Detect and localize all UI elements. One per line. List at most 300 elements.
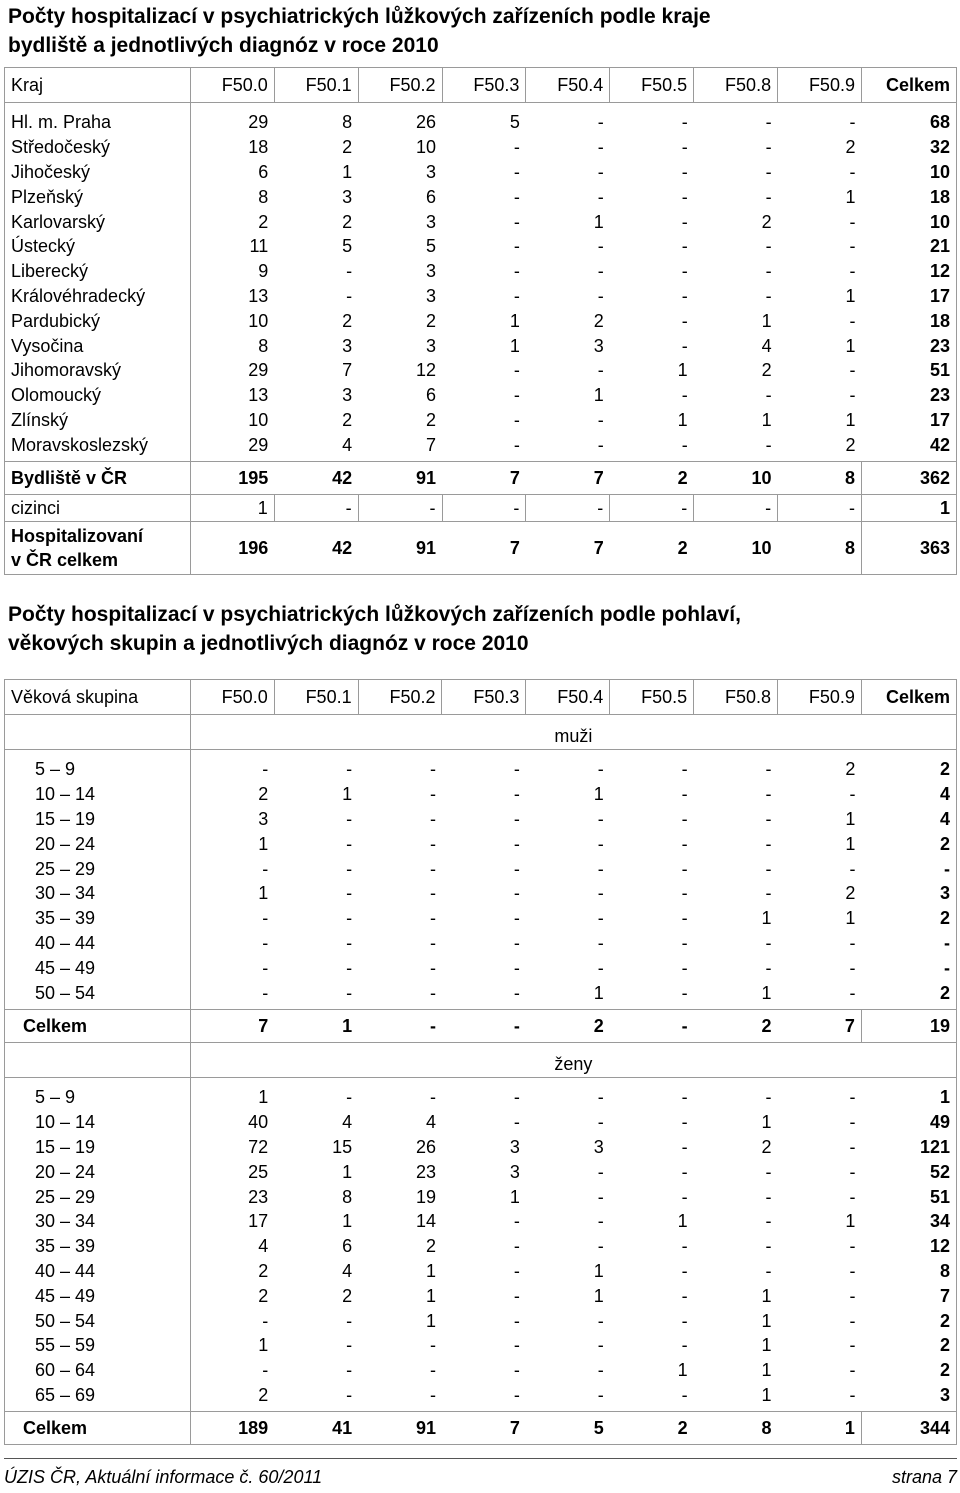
- table-cell: 1: [425, 1310, 436, 1331]
- row-total: 12: [861, 1234, 956, 1259]
- table-cell: 3: [426, 211, 437, 232]
- table-cell: 1: [845, 808, 856, 829]
- row-label: 5 – 9: [5, 1077, 191, 1109]
- table-cell: -: [765, 1236, 772, 1257]
- table-cell: -: [597, 1161, 604, 1182]
- table-cell: -: [358, 1009, 442, 1042]
- header-total: Celkem: [861, 68, 956, 103]
- group-spacer: [5, 1042, 191, 1077]
- table-cell: -: [597, 808, 604, 829]
- row-total: 23: [861, 383, 956, 408]
- table-cell: -: [358, 1383, 442, 1412]
- table-cell: -: [849, 932, 856, 953]
- table-cell: 6: [258, 161, 269, 182]
- table-cell: -: [694, 495, 778, 522]
- table-cell: 1: [342, 784, 353, 805]
- table-cell: 1: [509, 335, 520, 356]
- table-cell: -: [849, 1260, 856, 1281]
- table-cell: 1: [845, 1211, 856, 1232]
- table-row: [5, 856, 957, 881]
- table-row: [5, 383, 957, 408]
- table-cell: 41: [274, 1412, 358, 1445]
- row-total: 4: [861, 807, 956, 832]
- header-diagnosis: F50.4: [526, 680, 610, 715]
- table-row: [5, 1135, 957, 1160]
- table-cell: -: [358, 980, 442, 1009]
- table-cell: 1: [593, 1285, 604, 1306]
- table-cell: -: [429, 957, 436, 978]
- row-total: 51: [861, 1184, 956, 1209]
- table-cell: 1: [845, 833, 856, 854]
- table-cell: 3: [509, 1161, 520, 1182]
- table-header-row: [5, 68, 957, 103]
- row-total: 2: [861, 831, 956, 856]
- table-cell: 2: [258, 784, 269, 805]
- row-label: Liberecký: [5, 259, 191, 284]
- table-cell: 91: [358, 522, 442, 575]
- table-cell: 8: [258, 335, 269, 356]
- table-cell: -: [429, 784, 436, 805]
- row-total: 18: [861, 184, 956, 209]
- table-cell: 2: [426, 310, 437, 331]
- table-cell: 23: [248, 1186, 269, 1207]
- row-label: 50 – 54: [5, 980, 191, 1009]
- table-cell: -: [765, 236, 772, 257]
- table-cell: 7: [358, 432, 442, 461]
- row-label: Pardubický: [5, 308, 191, 333]
- table-cell: -: [681, 858, 688, 879]
- table-cell: 2: [342, 211, 353, 232]
- table-row: [5, 980, 957, 1009]
- table-cell: -: [681, 335, 688, 356]
- row-label: Královéhradecký: [5, 284, 191, 309]
- table-cell: 1: [425, 1285, 436, 1306]
- table-cell: 3: [342, 186, 353, 207]
- row-label: 20 – 24: [5, 831, 191, 856]
- table-cell: -: [849, 261, 856, 282]
- table-cell: -: [513, 1087, 520, 1108]
- table-cell: 2: [342, 137, 353, 158]
- table-cell: -: [597, 1360, 604, 1381]
- table-cell: 1: [694, 980, 778, 1009]
- table-cell: 1: [425, 1260, 436, 1281]
- row-total: 17: [861, 408, 956, 433]
- header-diagnosis: F50.4: [526, 68, 610, 103]
- table-row: [5, 135, 957, 160]
- table-cell: -: [346, 808, 353, 829]
- table-row: [5, 1259, 957, 1284]
- table-cell: -: [681, 1136, 688, 1157]
- table-cell: 1: [274, 1009, 358, 1042]
- table-row: [5, 1333, 957, 1358]
- table-cell: -: [513, 784, 520, 805]
- table-cell: -: [765, 858, 772, 879]
- table-cell: 13: [248, 385, 269, 406]
- row-label: Jihočeský: [5, 160, 191, 185]
- table-cell: -: [513, 932, 520, 953]
- table-row: [5, 906, 957, 931]
- table-cell: 1: [761, 1285, 772, 1306]
- row-label: Hospitalizovaní v ČR celkem: [5, 522, 191, 575]
- table-cell: 7: [442, 1412, 526, 1445]
- table-cell: 72: [248, 1136, 269, 1157]
- table-cell: -: [681, 1260, 688, 1281]
- table-cell: 29: [248, 360, 269, 381]
- table-row: [5, 284, 957, 309]
- table-cell: -: [849, 1236, 856, 1257]
- table-cell: 196: [190, 522, 274, 575]
- table-cell: 4: [274, 432, 358, 461]
- table-cell: -: [681, 784, 688, 805]
- table-cell: 2: [593, 310, 604, 331]
- header-diagnosis: F50.0: [190, 68, 274, 103]
- table-cell: -: [597, 409, 604, 430]
- group-header-row: [5, 715, 957, 750]
- row-label: 45 – 49: [5, 1283, 191, 1308]
- table-cell: -: [681, 211, 688, 232]
- table-cell: -: [849, 858, 856, 879]
- table-cell: -: [526, 1383, 610, 1412]
- table-cell: -: [597, 186, 604, 207]
- table-cell: 1: [761, 1310, 772, 1331]
- table-cell: 7: [342, 360, 353, 381]
- table-cell: -: [346, 285, 353, 306]
- table-cell: 1: [845, 186, 856, 207]
- table-cell: -: [778, 495, 862, 522]
- table-cell: -: [681, 236, 688, 257]
- header-diagnosis: F50.2: [358, 68, 442, 103]
- row-label: Vysočina: [5, 333, 191, 358]
- table-row: [5, 881, 957, 906]
- table-cell: -: [765, 1087, 772, 1108]
- table-cell: -: [442, 495, 526, 522]
- table-cell: -: [681, 137, 688, 158]
- table-cell: -: [429, 883, 436, 904]
- table-cell: 3: [593, 1136, 604, 1157]
- header-diagnosis: F50.1: [274, 68, 358, 103]
- header-diagnosis: F50.3: [442, 680, 526, 715]
- table-cell: -: [849, 1186, 856, 1207]
- table-cell: -: [765, 186, 772, 207]
- table-cell: -: [442, 980, 526, 1009]
- table-cell: -: [681, 1087, 688, 1108]
- row-label: 10 – 14: [5, 1110, 191, 1135]
- table-row: [5, 234, 957, 259]
- table-cell: 1: [593, 784, 604, 805]
- table-row: [5, 1308, 957, 1333]
- table-cell: -: [513, 759, 520, 780]
- table-cell: -: [681, 112, 688, 133]
- table-cell: 8: [778, 462, 862, 495]
- row-label: Celkem: [5, 1412, 191, 1445]
- table-cell: -: [358, 495, 442, 522]
- table-cell: -: [597, 1236, 604, 1257]
- table-cell: -: [513, 1211, 520, 1232]
- table-cell: 1: [593, 1260, 604, 1281]
- table-cell: -: [681, 908, 688, 929]
- header-diagnosis: F50.9: [778, 68, 862, 103]
- table-cell: 9: [258, 261, 269, 282]
- table-row: [5, 1209, 957, 1234]
- table-cell: 4: [342, 1112, 353, 1133]
- table-cell: -: [597, 833, 604, 854]
- table-header-row: [5, 680, 957, 715]
- table-row: [5, 955, 957, 980]
- row-total: 51: [861, 358, 956, 383]
- row-total: 23: [861, 333, 956, 358]
- table-cell: -: [513, 261, 520, 282]
- row-total: 52: [861, 1159, 956, 1184]
- table-cell: 4: [761, 335, 772, 356]
- table-cell: 3: [426, 261, 437, 282]
- table-cell: 1: [761, 1360, 772, 1381]
- table-cell: 29: [190, 432, 274, 461]
- table-cell: 1: [190, 495, 274, 522]
- table-cell: 2: [610, 522, 694, 575]
- table-cell: 3: [426, 335, 437, 356]
- table-cell: -: [429, 932, 436, 953]
- table-cell: -: [513, 1310, 520, 1331]
- table-cell: 2: [526, 1009, 610, 1042]
- row-total: 2: [861, 1358, 956, 1383]
- table-cell: -: [849, 1285, 856, 1306]
- table-cell: -: [262, 1360, 269, 1381]
- table-cell: 10: [248, 310, 269, 331]
- table-cell: -: [262, 759, 269, 780]
- table-row: [5, 1159, 957, 1184]
- table-cell: -: [274, 495, 358, 522]
- header-diagnosis: F50.5: [610, 68, 694, 103]
- table-cell: -: [262, 858, 269, 879]
- table-row: [5, 782, 957, 807]
- table-row: [5, 750, 957, 782]
- table-cell: 11: [249, 236, 269, 257]
- table-cell: 1: [342, 1161, 353, 1182]
- header-diagnosis: F50.5: [610, 680, 694, 715]
- row-total: 344: [861, 1412, 956, 1445]
- row-total: 49: [861, 1110, 956, 1135]
- table-cell: 1: [761, 1112, 772, 1133]
- table-cell: -: [597, 285, 604, 306]
- table-cell: 6: [426, 385, 437, 406]
- table-cell: 2: [761, 211, 772, 232]
- table-cell: -: [681, 285, 688, 306]
- table-cell: 2: [778, 432, 862, 461]
- row-label: 25 – 29: [5, 856, 191, 881]
- table-cell: 1: [677, 360, 688, 381]
- table-cell: -: [765, 1211, 772, 1232]
- row-total: 4: [861, 782, 956, 807]
- table-cell: 3: [426, 161, 437, 182]
- row-total: 2: [861, 1308, 956, 1333]
- row-label: 15 – 19: [5, 807, 191, 832]
- footer-page-number: strana 7: [891, 1467, 957, 1487]
- table-cell: -: [346, 261, 353, 282]
- table-cell: 5: [526, 1412, 610, 1445]
- table-cell: 1: [593, 385, 604, 406]
- table-row: [5, 1383, 957, 1412]
- table-cell: 2: [845, 137, 856, 158]
- table-cell: 8: [778, 522, 862, 575]
- table-cell: 1: [845, 409, 856, 430]
- table-cell: 1: [258, 883, 269, 904]
- row-total: 10: [861, 209, 956, 234]
- table-cell: 2: [258, 1285, 269, 1306]
- table-cell: -: [681, 808, 688, 829]
- table-cell: 1: [342, 1211, 353, 1232]
- row-label: 35 – 39: [5, 906, 191, 931]
- row-total: -: [861, 955, 956, 980]
- table-cell: -: [681, 1161, 688, 1182]
- table-cell: 1: [258, 1335, 269, 1356]
- table-cell: -: [610, 1009, 694, 1042]
- table-cell: 6: [426, 186, 437, 207]
- table-cell: -: [513, 360, 520, 381]
- table-row: [5, 831, 957, 856]
- table-cell: -: [513, 285, 520, 306]
- table-row: [5, 807, 957, 832]
- table-cell: 2: [761, 1136, 772, 1157]
- table-cell: -: [765, 261, 772, 282]
- table-cell: 7: [778, 1009, 862, 1042]
- table-cell: 1: [761, 908, 772, 929]
- table-cell: -: [681, 1186, 688, 1207]
- table-cell: -: [681, 932, 688, 953]
- table-cell: -: [681, 385, 688, 406]
- header-diagnosis: F50.8: [694, 68, 778, 103]
- table2-title: Počty hospitalizací v psychiatrických lůžkových zařízeních podle pohlaví, věkových skupin a jednotlivých diagnóz v roce 2010: [8, 603, 741, 655]
- table-cell: -: [346, 957, 353, 978]
- table-cell: -: [597, 883, 604, 904]
- footer-source: ÚZIS ČR, Aktuální informace č. 60/2011: [4, 1467, 323, 1487]
- table-cell: 1: [509, 1186, 520, 1207]
- table-cell: 1: [761, 1335, 772, 1356]
- table-cell: 1: [677, 409, 688, 430]
- table-cell: -: [681, 161, 688, 182]
- table-cell: 14: [415, 1211, 436, 1232]
- table-cell: -: [610, 980, 694, 1009]
- table-cell: 7: [190, 1009, 274, 1042]
- table-cell: -: [694, 432, 778, 461]
- header-label: Kraj: [5, 68, 191, 103]
- table-cell: -: [346, 883, 353, 904]
- table-cell: -: [513, 161, 520, 182]
- table-cell: 2: [258, 211, 269, 232]
- table-row: [5, 1234, 957, 1259]
- table-cell: 6: [342, 1236, 353, 1257]
- table-row: [5, 432, 957, 461]
- table-cell: -: [513, 385, 520, 406]
- table-cell: 2: [342, 409, 353, 430]
- table-cell: -: [765, 161, 772, 182]
- group-label: ženy: [190, 1042, 956, 1077]
- table-cell: 8: [342, 112, 353, 133]
- table-row: [5, 1184, 957, 1209]
- table-cell: 2: [426, 409, 437, 430]
- row-label: Plzeňský: [5, 184, 191, 209]
- table-cell: 15: [332, 1136, 353, 1157]
- row-label: 15 – 19: [5, 1135, 191, 1160]
- table-cell: 1: [845, 908, 856, 929]
- table-cell: 1: [845, 285, 856, 306]
- table-cell: -: [849, 211, 856, 232]
- table-cell: 1: [845, 335, 856, 356]
- table-cell: -: [765, 112, 772, 133]
- table-cell: -: [513, 1236, 520, 1257]
- table1-title: Počty hospitalizací v psychiatrických lůžkových zařízeních podle kraje bydliště a jednotlivých diagnóz v roce 2010: [8, 5, 711, 57]
- table-row: [5, 308, 957, 333]
- table-cell: -: [513, 808, 520, 829]
- table-row: [5, 103, 957, 135]
- table-cell: -: [429, 1360, 436, 1381]
- group-header-row: [5, 1042, 957, 1077]
- table-cell: -: [597, 957, 604, 978]
- row-label: Moravskoslezský: [5, 432, 191, 461]
- row-label: Hl. m. Praha: [5, 103, 191, 135]
- table-cell: 5: [342, 236, 353, 257]
- table-cell: -: [274, 1383, 358, 1412]
- table-cell: 3: [426, 285, 437, 306]
- table-cell: -: [597, 1186, 604, 1207]
- table-cell: -: [346, 759, 353, 780]
- table-cell: -: [681, 1236, 688, 1257]
- table-cell: 2: [761, 360, 772, 381]
- table-cell: -: [597, 858, 604, 879]
- table-row: [5, 1009, 957, 1042]
- row-total: 17: [861, 284, 956, 309]
- table-cell: 2: [610, 1412, 694, 1445]
- row-total: 2: [861, 1333, 956, 1358]
- table-cell: -: [513, 957, 520, 978]
- table-cell: -: [346, 858, 353, 879]
- table-cell: -: [513, 1360, 520, 1381]
- table-cell: 1: [694, 1383, 778, 1412]
- table-cell: 1: [778, 1412, 862, 1445]
- table-cell: 7: [442, 462, 526, 495]
- table-cell: -: [849, 1335, 856, 1356]
- table-cell: -: [346, 1335, 353, 1356]
- table-cell: -: [765, 1161, 772, 1182]
- table-cell: -: [765, 1186, 772, 1207]
- row-total: 21: [861, 234, 956, 259]
- table-cell: -: [513, 1112, 520, 1133]
- row-total: 1: [861, 495, 956, 522]
- table-cell: -: [849, 1161, 856, 1182]
- table-cell: 1: [258, 1087, 269, 1108]
- table-cell: 26: [415, 112, 437, 133]
- table-cell: -: [765, 137, 772, 158]
- table-cell: -: [262, 957, 269, 978]
- table-cell: 4: [342, 1260, 353, 1281]
- table-cell: 5: [426, 236, 437, 257]
- table-cell: -: [346, 1087, 353, 1108]
- table-cell: 2: [258, 1260, 269, 1281]
- row-total: 10: [861, 160, 956, 185]
- row-label: Ústecký: [5, 234, 191, 259]
- table-cell: -: [765, 784, 772, 805]
- table-cell: -: [442, 432, 526, 461]
- table-row: [5, 209, 957, 234]
- table-cell: -: [346, 833, 353, 854]
- table-row: [5, 160, 957, 185]
- header-diagnosis: F50.1: [274, 680, 358, 715]
- table-cell: 29: [248, 112, 269, 133]
- table-cell: 4: [258, 1236, 269, 1257]
- table-cell: 3: [342, 335, 353, 356]
- row-total: 18: [861, 308, 956, 333]
- table-cell: -: [513, 1260, 520, 1281]
- table-cell: -: [849, 1112, 856, 1133]
